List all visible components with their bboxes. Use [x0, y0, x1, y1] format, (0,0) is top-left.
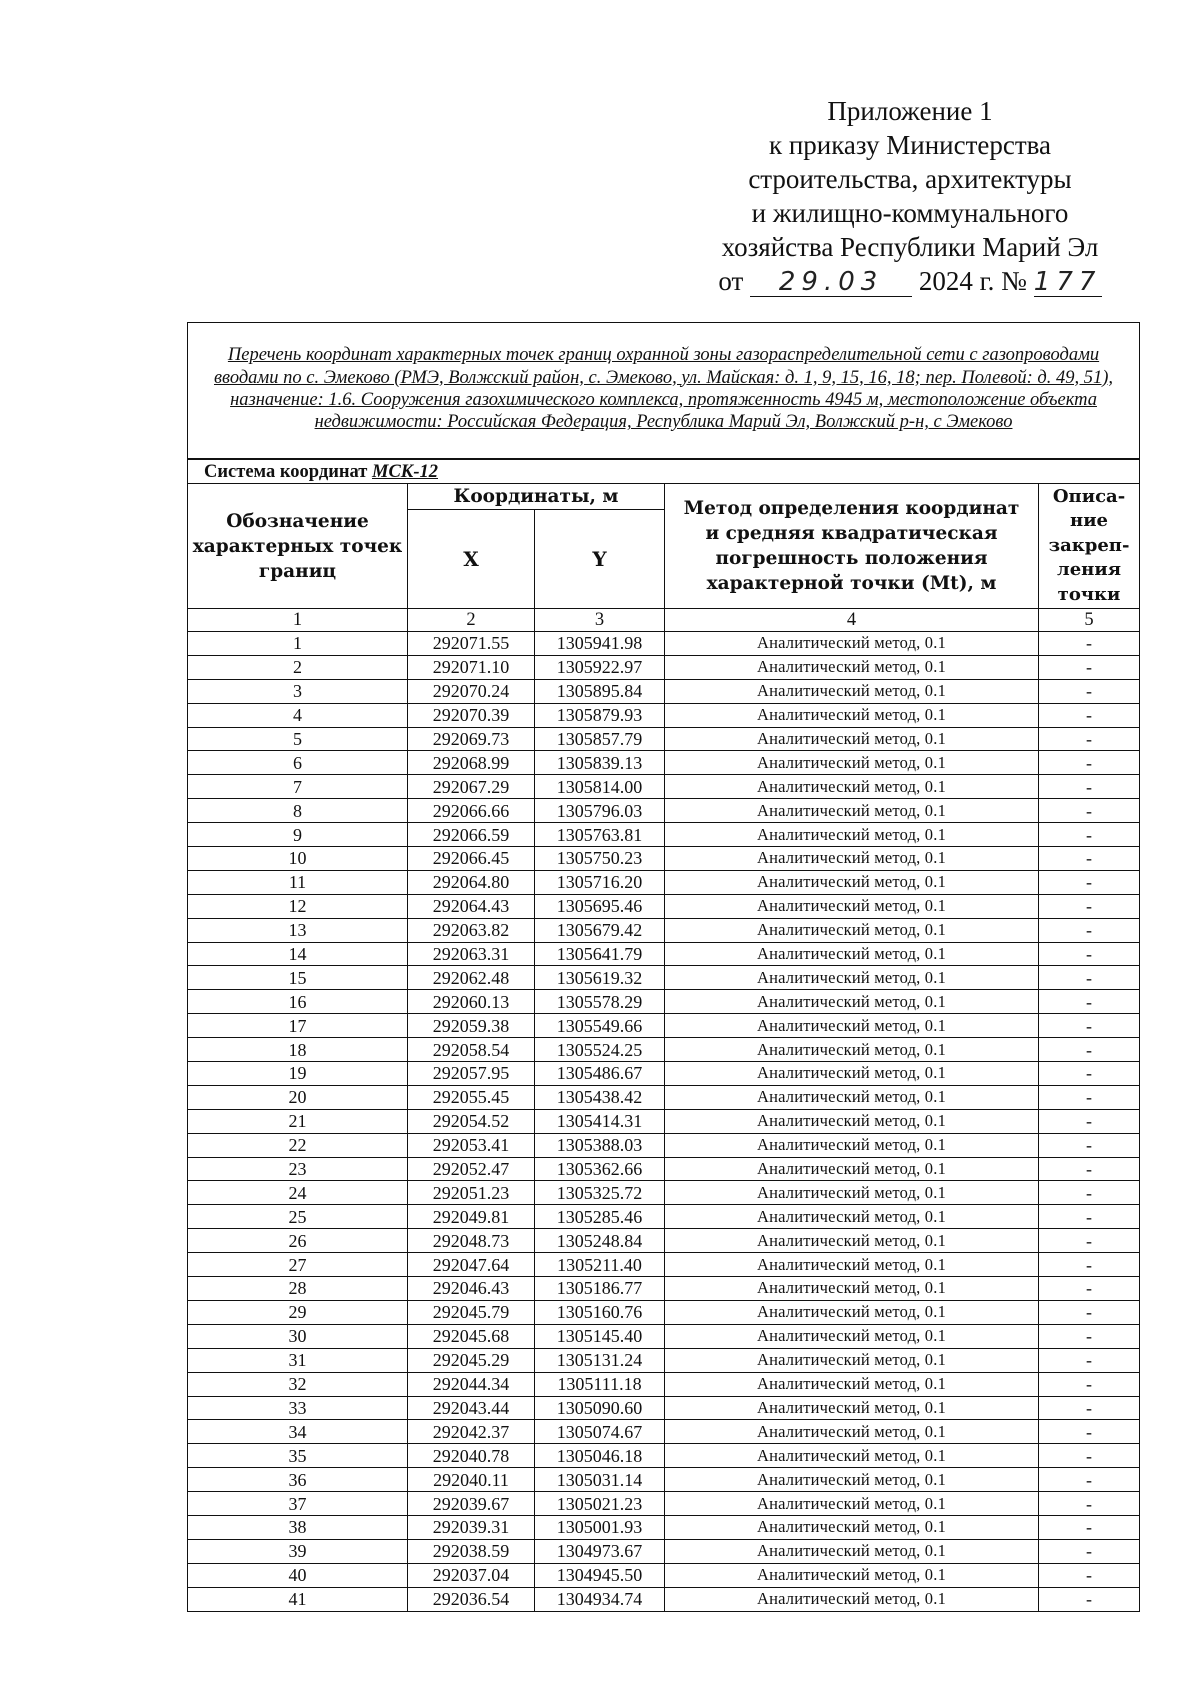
description-cell: - [1039, 1038, 1140, 1062]
point-number-cell: 1 [188, 632, 408, 656]
table-row [188, 1324, 1140, 1348]
point-number-cell: 35 [188, 1444, 408, 1468]
description-cell: - [1039, 655, 1140, 679]
method-cell: Аналитический метод, 0.1 [665, 1157, 1039, 1181]
appendix-line-5: хозяйства Республики Марий Эл [721, 232, 1099, 262]
point-number-cell: 8 [188, 799, 408, 823]
x-coordinate-cell: 292066.45 [408, 847, 535, 871]
table-row [188, 1300, 1140, 1324]
point-number-cell: 34 [188, 1420, 408, 1444]
point-number-cell: 11 [188, 870, 408, 894]
method-cell: Аналитический метод, 0.1 [665, 1014, 1039, 1038]
handwritten-order-number: 177 [1033, 267, 1102, 297]
table-row [188, 1085, 1140, 1109]
description-cell: - [1039, 1062, 1140, 1086]
x-coordinate-cell: 292070.24 [408, 679, 535, 703]
y-coordinate-cell: 1305814.00 [535, 775, 665, 799]
point-number-cell: 2 [188, 655, 408, 679]
y-coordinate-cell: 1305641.79 [535, 942, 665, 966]
system-code: МСК-12 [372, 461, 438, 482]
x-coordinate-cell: 292054.52 [408, 1109, 535, 1133]
table-row [188, 1539, 1140, 1563]
table-row [188, 1062, 1140, 1086]
handwritten-date: 29.03 [750, 268, 912, 297]
method-cell: Аналитический метод, 0.1 [665, 1348, 1039, 1372]
point-number-cell: 32 [188, 1372, 408, 1396]
x-coordinate-cell: 292057.95 [408, 1062, 535, 1086]
method-cell: Аналитический метод, 0.1 [665, 966, 1039, 990]
description-cell: - [1039, 1468, 1140, 1492]
point-number-cell: 28 [188, 1277, 408, 1301]
point-number-cell: 22 [188, 1133, 408, 1157]
point-number-cell: 4 [188, 703, 408, 727]
table-row [188, 632, 1140, 656]
col-number-2: 2 [408, 609, 535, 632]
method-cell: Аналитический метод, 0.1 [665, 1468, 1039, 1492]
y-coordinate-cell: 1305362.66 [535, 1157, 665, 1181]
method-cell: Аналитический метод, 0.1 [665, 703, 1039, 727]
y-coordinate-cell: 1305578.29 [535, 990, 665, 1014]
y-coordinate-cell: 1304934.74 [535, 1587, 665, 1611]
description-cell: - [1039, 679, 1140, 703]
x-coordinate-cell: 292036.54 [408, 1587, 535, 1611]
table-row [188, 727, 1140, 751]
y-coordinate-cell: 1305438.42 [535, 1085, 665, 1109]
table-row [188, 847, 1140, 871]
description-cell: - [1039, 1253, 1140, 1277]
appendix-line-3: строительства, архитектуры [748, 164, 1072, 194]
description-cell: - [1039, 1563, 1140, 1587]
x-coordinate-cell: 292044.34 [408, 1372, 535, 1396]
x-coordinate-cell: 292069.73 [408, 727, 535, 751]
table-row [188, 751, 1140, 775]
table-row [188, 1133, 1140, 1157]
method-cell: Аналитический метод, 0.1 [665, 942, 1039, 966]
x-coordinate-cell: 292063.82 [408, 918, 535, 942]
point-number-cell: 30 [188, 1324, 408, 1348]
method-cell: Аналитический метод, 0.1 [665, 1253, 1039, 1277]
method-cell: Аналитический метод, 0.1 [665, 655, 1039, 679]
table-row [188, 1420, 1140, 1444]
y-coordinate-cell: 1305857.79 [535, 727, 665, 751]
description-cell: - [1039, 1300, 1140, 1324]
description-cell: - [1039, 1372, 1140, 1396]
method-cell: Аналитический метод, 0.1 [665, 1205, 1039, 1229]
table-row [188, 1277, 1140, 1301]
method-cell: Аналитический метод, 0.1 [665, 1300, 1039, 1324]
y-coordinate-cell: 1305046.18 [535, 1444, 665, 1468]
point-number-cell: 38 [188, 1515, 408, 1539]
coordinates-table [187, 322, 1140, 1612]
point-number-cell: 41 [188, 1587, 408, 1611]
y-coordinate-cell: 1305895.84 [535, 679, 665, 703]
x-coordinate-cell: 292048.73 [408, 1229, 535, 1253]
method-cell: Аналитический метод, 0.1 [665, 1420, 1039, 1444]
method-cell: Аналитический метод, 0.1 [665, 1372, 1039, 1396]
method-cell: Аналитический метод, 0.1 [665, 799, 1039, 823]
col-number-3: 3 [535, 609, 665, 632]
description-cell: - [1039, 966, 1140, 990]
y-coordinate-cell: 1305763.81 [535, 823, 665, 847]
point-number-cell: 36 [188, 1468, 408, 1492]
x-coordinate-cell: 292039.67 [408, 1492, 535, 1516]
method-cell: Аналитический метод, 0.1 [665, 632, 1039, 656]
x-coordinate-cell: 292064.43 [408, 894, 535, 918]
x-coordinate-cell: 292060.13 [408, 990, 535, 1014]
point-number-cell: 6 [188, 751, 408, 775]
y-coordinate-cell: 1304973.67 [535, 1539, 665, 1563]
method-cell: Аналитический метод, 0.1 [665, 1133, 1039, 1157]
point-number-cell: 10 [188, 847, 408, 871]
y-coordinate-cell: 1305941.98 [535, 632, 665, 656]
point-number-cell: 7 [188, 775, 408, 799]
description-cell: - [1039, 799, 1140, 823]
table-row [188, 1492, 1140, 1516]
point-number-cell: 12 [188, 894, 408, 918]
x-coordinate-cell: 292055.45 [408, 1085, 535, 1109]
table-row [188, 1253, 1140, 1277]
description-cell: - [1039, 942, 1140, 966]
x-coordinate-cell: 292058.54 [408, 1038, 535, 1062]
description-cell: - [1039, 918, 1140, 942]
x-coordinate-cell: 292039.31 [408, 1515, 535, 1539]
description-cell: - [1039, 1515, 1140, 1539]
method-cell: Аналитический метод, 0.1 [665, 727, 1039, 751]
table-row [188, 1205, 1140, 1229]
method-cell: Аналитический метод, 0.1 [665, 1181, 1039, 1205]
table-row [188, 703, 1140, 727]
method-cell: Аналитический метод, 0.1 [665, 1324, 1039, 1348]
table-row [188, 1587, 1140, 1611]
col-number-1: 1 [188, 609, 408, 632]
description-cell: - [1039, 727, 1140, 751]
description-cell: - [1039, 632, 1140, 656]
point-number-cell: 23 [188, 1157, 408, 1181]
table-row [188, 1372, 1140, 1396]
y-coordinate-cell: 1305524.25 [535, 1038, 665, 1062]
table-row [188, 966, 1140, 990]
y-coordinate-cell: 1305796.03 [535, 799, 665, 823]
description-cell: - [1039, 847, 1140, 871]
x-coordinate-cell: 292040.11 [408, 1468, 535, 1492]
x-coordinate-cell: 292045.79 [408, 1300, 535, 1324]
description-cell: - [1039, 990, 1140, 1014]
y-coordinate-cell: 1305549.66 [535, 1014, 665, 1038]
y-coordinate-cell: 1305325.72 [535, 1181, 665, 1205]
table-row [188, 799, 1140, 823]
x-coordinate-cell: 292043.44 [408, 1396, 535, 1420]
x-coordinate-cell: 292066.66 [408, 799, 535, 823]
description-cell: - [1039, 1396, 1140, 1420]
x-coordinate-cell: 292045.29 [408, 1348, 535, 1372]
appendix-line-4: и жилищно-коммунального [751, 198, 1069, 228]
table-row [188, 1014, 1140, 1038]
method-cell: Аналитический метод, 0.1 [665, 894, 1039, 918]
method-cell: Аналитический метод, 0.1 [665, 1109, 1039, 1133]
y-coordinate-cell: 1305111.18 [535, 1372, 665, 1396]
x-coordinate-cell: 292040.78 [408, 1444, 535, 1468]
point-number-cell: 29 [188, 1300, 408, 1324]
point-number-cell: 17 [188, 1014, 408, 1038]
description-cell: - [1039, 1205, 1140, 1229]
description-cell: - [1039, 894, 1140, 918]
point-number-cell: 40 [188, 1563, 408, 1587]
description-cell: - [1039, 1420, 1140, 1444]
description-cell: - [1039, 1181, 1140, 1205]
x-coordinate-cell: 292070.39 [408, 703, 535, 727]
table-row [188, 1515, 1140, 1539]
y-coordinate-cell: 1305922.97 [535, 655, 665, 679]
y-coordinate-cell: 1305619.32 [535, 966, 665, 990]
table-row [188, 655, 1140, 679]
table-row [188, 1444, 1140, 1468]
point-number-cell: 37 [188, 1492, 408, 1516]
description-cell: - [1039, 823, 1140, 847]
method-cell: Аналитический метод, 0.1 [665, 1539, 1039, 1563]
y-coordinate-cell: 1305695.46 [535, 894, 665, 918]
x-coordinate-cell: 292046.43 [408, 1277, 535, 1301]
table-row [188, 942, 1140, 966]
y-coordinate-cell: 1305750.23 [535, 847, 665, 871]
description-cell: - [1039, 1539, 1140, 1563]
table-row [188, 679, 1140, 703]
x-coordinate-cell: 292053.41 [408, 1133, 535, 1157]
description-cell: - [1039, 703, 1140, 727]
method-cell: Аналитический метод, 0.1 [665, 679, 1039, 703]
method-cell: Аналитический метод, 0.1 [665, 823, 1039, 847]
description-cell: - [1039, 1277, 1140, 1301]
description-cell: - [1039, 1014, 1140, 1038]
point-number-cell: 20 [188, 1085, 408, 1109]
method-cell: Аналитический метод, 0.1 [665, 918, 1039, 942]
method-cell: Аналитический метод, 0.1 [665, 1515, 1039, 1539]
column-number-row [188, 609, 1140, 632]
table-row [188, 1229, 1140, 1253]
point-number-cell: 19 [188, 1062, 408, 1086]
y-coordinate-cell: 1305160.76 [535, 1300, 665, 1324]
y-coordinate-cell: 1305414.31 [535, 1109, 665, 1133]
header-method: Метод определения координат и средняя квадратическая погрешность положения характерной точки (Mt), м [665, 484, 1039, 609]
y-coordinate-cell: 1305285.46 [535, 1205, 665, 1229]
y-coordinate-cell: 1305248.84 [535, 1229, 665, 1253]
table-row [188, 894, 1140, 918]
method-cell: Аналитический метод, 0.1 [665, 1277, 1039, 1301]
y-coordinate-cell: 1305001.93 [535, 1515, 665, 1539]
table-row [188, 918, 1140, 942]
x-coordinate-cell: 292045.68 [408, 1324, 535, 1348]
y-coordinate-cell: 1305679.42 [535, 918, 665, 942]
method-cell: Аналитический метод, 0.1 [665, 1062, 1039, 1086]
table-row [188, 775, 1140, 799]
point-number-cell: 14 [188, 942, 408, 966]
description-cell: - [1039, 1587, 1140, 1611]
x-coordinate-cell: 292047.64 [408, 1253, 535, 1277]
method-cell: Аналитический метод, 0.1 [665, 751, 1039, 775]
x-coordinate-cell: 292052.47 [408, 1157, 535, 1181]
description-cell: - [1039, 1492, 1140, 1516]
table-row [188, 1181, 1140, 1205]
table-row [188, 870, 1140, 894]
method-cell: Аналитический метод, 0.1 [665, 1396, 1039, 1420]
header-row-1 [188, 484, 1140, 510]
system-row [188, 459, 1140, 484]
x-coordinate-cell: 292071.55 [408, 632, 535, 656]
table-title: Перечень координат характерных точек границ охранной зоны газораспределительной сети с газопроводами вводами по с. Эмеково (РМЭ, Волжский район, с. Эмеково, ул. Майская: д. 1, 9, 15, 16, 18; пер. Полевой: д. 49, 51), назначение: 1.6. Сооружения газохимического комплекса, протяженность 4945 м, местоположение объекта недвижимости: Российская Федерация, Республика Марий Эл, Волжский р-н, с Эмеково [188, 323, 1140, 460]
y-coordinate-cell: 1305388.03 [535, 1133, 665, 1157]
y-coordinate-cell: 1305716.20 [535, 870, 665, 894]
coordinate-system [188, 459, 1140, 484]
y-coordinate-cell: 1305090.60 [535, 1396, 665, 1420]
point-number-cell: 39 [188, 1539, 408, 1563]
col-number-5: 5 [1039, 609, 1140, 632]
y-coordinate-cell: 1305839.13 [535, 751, 665, 775]
description-cell: - [1039, 1157, 1140, 1181]
point-number-cell: 31 [188, 1348, 408, 1372]
x-coordinate-cell: 292063.31 [408, 942, 535, 966]
x-coordinate-cell: 292071.10 [408, 655, 535, 679]
y-coordinate-cell: 1305131.24 [535, 1348, 665, 1372]
description-cell: - [1039, 1229, 1140, 1253]
description-cell: - [1039, 751, 1140, 775]
y-coordinate-cell: 1305879.93 [535, 703, 665, 727]
x-coordinate-cell: 292067.29 [408, 775, 535, 799]
header-point: Обозначение характерных точек границ [188, 484, 408, 609]
method-cell: Аналитический метод, 0.1 [665, 847, 1039, 871]
system-label: Система координат [204, 461, 368, 482]
method-cell: Аналитический метод, 0.1 [665, 1038, 1039, 1062]
x-coordinate-cell: 292049.81 [408, 1205, 535, 1229]
method-cell: Аналитический метод, 0.1 [665, 1444, 1039, 1468]
table-row [188, 1109, 1140, 1133]
description-cell: - [1039, 1109, 1140, 1133]
point-number-cell: 15 [188, 966, 408, 990]
y-coordinate-cell: 1305145.40 [535, 1324, 665, 1348]
header-coords: Координаты, м [408, 484, 665, 510]
x-coordinate-cell: 292062.48 [408, 966, 535, 990]
x-coordinate-cell: 292068.99 [408, 751, 535, 775]
header-x: X [408, 510, 535, 609]
description-cell: - [1039, 1348, 1140, 1372]
col-number-4: 4 [665, 609, 1039, 632]
year-number-label: 2024 г. № [918, 266, 1027, 296]
y-coordinate-cell: 1304945.50 [535, 1563, 665, 1587]
appendix-line-1: Приложение 1 [827, 96, 993, 126]
description-cell: - [1039, 1444, 1140, 1468]
point-number-cell: 5 [188, 727, 408, 751]
point-number-cell: 26 [188, 1229, 408, 1253]
description-cell: - [1039, 1133, 1140, 1157]
order-date-line [690, 264, 1130, 298]
from-label: от [718, 266, 744, 296]
description-cell: - [1039, 1324, 1140, 1348]
description-cell: - [1039, 775, 1140, 799]
method-cell: Аналитический метод, 0.1 [665, 1085, 1039, 1109]
x-coordinate-cell: 292051.23 [408, 1181, 535, 1205]
header-description: Описа-ние закреп-ления точки [1039, 484, 1140, 609]
y-coordinate-cell: 1305074.67 [535, 1420, 665, 1444]
y-coordinate-cell: 1305186.77 [535, 1277, 665, 1301]
y-coordinate-cell: 1305031.14 [535, 1468, 665, 1492]
header-y: Y [535, 510, 665, 609]
table-row [188, 1038, 1140, 1062]
y-coordinate-cell: 1305486.67 [535, 1062, 665, 1086]
table-row [188, 1157, 1140, 1181]
method-cell: Аналитический метод, 0.1 [665, 1563, 1039, 1587]
point-number-cell: 27 [188, 1253, 408, 1277]
table-row [188, 823, 1140, 847]
description-cell: - [1039, 1085, 1140, 1109]
x-coordinate-cell: 292066.59 [408, 823, 535, 847]
x-coordinate-cell: 292059.38 [408, 1014, 535, 1038]
table-row [188, 1563, 1140, 1587]
point-number-cell: 16 [188, 990, 408, 1014]
method-cell: Аналитический метод, 0.1 [665, 990, 1039, 1014]
point-number-cell: 13 [188, 918, 408, 942]
point-number-cell: 18 [188, 1038, 408, 1062]
x-coordinate-cell: 292038.59 [408, 1539, 535, 1563]
point-number-cell: 24 [188, 1181, 408, 1205]
table-row [188, 990, 1140, 1014]
point-number-cell: 3 [188, 679, 408, 703]
method-cell: Аналитический метод, 0.1 [665, 1587, 1039, 1611]
method-cell: Аналитический метод, 0.1 [665, 1492, 1039, 1516]
table-row [188, 1396, 1140, 1420]
appendix-line-2: к приказу Министерства [768, 130, 1052, 160]
method-cell: Аналитический метод, 0.1 [665, 870, 1039, 894]
point-number-cell: 25 [188, 1205, 408, 1229]
y-coordinate-cell: 1305211.40 [535, 1253, 665, 1277]
method-cell: Аналитический метод, 0.1 [665, 1229, 1039, 1253]
description-cell: - [1039, 870, 1140, 894]
title-row [188, 323, 1140, 460]
table-row [188, 1468, 1140, 1492]
x-coordinate-cell: 292037.04 [408, 1563, 535, 1587]
y-coordinate-cell: 1305021.23 [535, 1492, 665, 1516]
point-number-cell: 9 [188, 823, 408, 847]
method-cell: Аналитический метод, 0.1 [665, 775, 1039, 799]
table-row [188, 1348, 1140, 1372]
x-coordinate-cell: 292064.80 [408, 870, 535, 894]
appendix-header [690, 94, 1130, 298]
x-coordinate-cell: 292042.37 [408, 1420, 535, 1444]
point-number-cell: 33 [188, 1396, 408, 1420]
point-number-cell: 21 [188, 1109, 408, 1133]
